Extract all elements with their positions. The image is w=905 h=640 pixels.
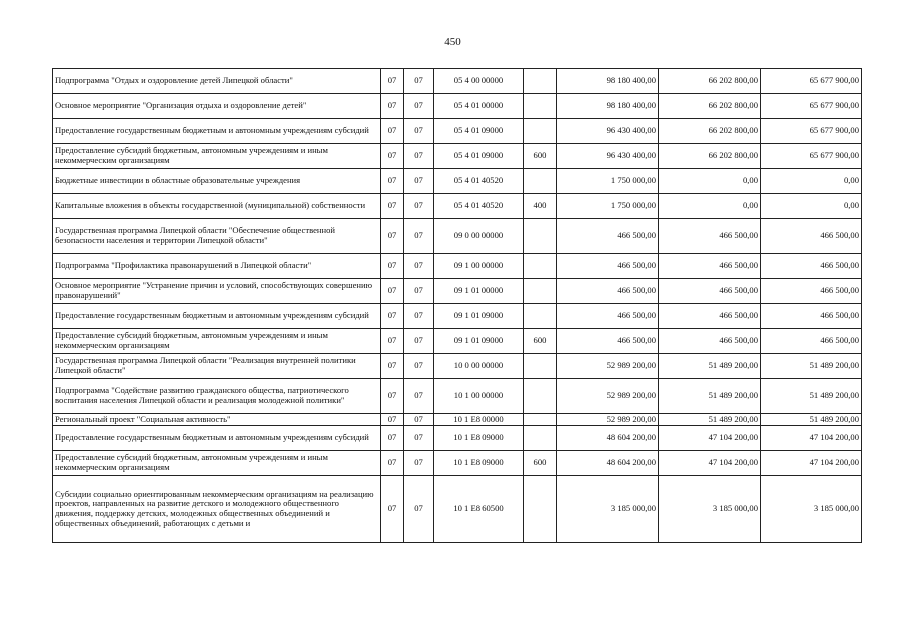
amount-year-3: 65 677 900,00 [761,94,862,119]
row-name: Основное мероприятие "Организация отдыха и оздоровление детей" [53,94,381,119]
target-article-code: 10 1 00 00000 [434,379,524,414]
amount-year-2: 66 202 800,00 [659,144,761,169]
subsection-code: 07 [404,254,434,279]
section-code: 07 [381,69,404,94]
section-code: 07 [381,451,404,476]
amount-year-3: 466 500,00 [761,219,862,254]
expense-type-code: 400 [524,194,557,219]
table-row [53,451,862,476]
row-name: Предоставление субсидий бюджетным, автономным учреждениям и иным некоммерческим организациям [53,451,381,476]
table-row [53,414,862,426]
table-row [53,329,862,354]
amount-year-2: 466 500,00 [659,304,761,329]
expense-type-code [524,94,557,119]
amount-year-3: 51 489 200,00 [761,379,862,414]
table-row [53,426,862,451]
row-name: Подпрограмма "Профилактика правонарушений в Липецкой области" [53,254,381,279]
subsection-code: 07 [404,304,434,329]
target-article-code: 10 1 E8 09000 [434,451,524,476]
target-article-code: 10 1 E8 09000 [434,426,524,451]
subsection-code: 07 [404,169,434,194]
amount-year-2: 466 500,00 [659,329,761,354]
amount-year-3: 51 489 200,00 [761,354,862,379]
section-code: 07 [381,329,404,354]
row-name: Предоставление субсидий бюджетным, автономным учреждениям и иным некоммерческим организациям [53,329,381,354]
expense-type-code [524,69,557,94]
table-row [53,94,862,119]
subsection-code: 07 [404,144,434,169]
subsection-code: 07 [404,329,434,354]
section-code: 07 [381,379,404,414]
row-name: Субсидии социально ориентированным некоммерческим организациям на реализацию проектов, направленных на развитие детского и молодежного общественного движения, поддержку детских, молодежных общественных объединений и общественных объединений, работающих с детьми и [53,476,381,543]
section-code: 07 [381,354,404,379]
table-row [53,354,862,379]
table-row [53,69,862,94]
expense-type-code [524,304,557,329]
target-article-code: 09 1 01 09000 [434,304,524,329]
target-article-code: 05 4 01 00000 [434,94,524,119]
section-code: 07 [381,194,404,219]
expense-type-code [524,476,557,543]
amount-year-2: 47 104 200,00 [659,451,761,476]
amount-year-1: 96 430 400,00 [557,119,659,144]
subsection-code: 07 [404,119,434,144]
amount-year-3: 466 500,00 [761,304,862,329]
row-name: Подпрограмма "Отдых и оздоровление детей Липецкой области" [53,69,381,94]
target-article-code: 05 4 01 09000 [434,144,524,169]
expense-type-code [524,279,557,304]
target-article-code: 05 4 00 00000 [434,69,524,94]
row-name: Бюджетные инвестиции в областные образовательные учреждения [53,169,381,194]
table-row [53,279,862,304]
expense-type-code [524,354,557,379]
row-name: Предоставление государственным бюджетным и автономным учреждениям субсидий [53,119,381,144]
expense-type-code [524,426,557,451]
section-code: 07 [381,94,404,119]
row-name: Региональный проект "Социальная активность" [53,414,381,426]
table-row [53,476,862,543]
expense-type-code: 600 [524,329,557,354]
amount-year-3: 51 489 200,00 [761,414,862,426]
expense-type-code [524,379,557,414]
amount-year-1: 52 989 200,00 [557,414,659,426]
amount-year-1: 466 500,00 [557,329,659,354]
target-article-code: 05 4 01 09000 [434,119,524,144]
subsection-code: 07 [404,414,434,426]
table-row [53,379,862,414]
expense-type-code [524,169,557,194]
subsection-code: 07 [404,426,434,451]
section-code: 07 [381,119,404,144]
expense-type-code [524,254,557,279]
target-article-code: 10 0 00 00000 [434,354,524,379]
section-code: 07 [381,476,404,543]
amount-year-3: 47 104 200,00 [761,426,862,451]
subsection-code: 07 [404,219,434,254]
amount-year-3: 466 500,00 [761,329,862,354]
amount-year-2: 0,00 [659,169,761,194]
row-name: Государственная программа Липецкой области "Реализация внутренней политики Липецкой области" [53,354,381,379]
target-article-code: 09 1 01 00000 [434,279,524,304]
section-code: 07 [381,426,404,451]
amount-year-2: 0,00 [659,194,761,219]
amount-year-1: 466 500,00 [557,254,659,279]
row-name: Подпрограмма "Содействие развитию гражданского общества, патриотического воспитания населения Липецкой области и реализация молодежной политики" [53,379,381,414]
amount-year-1: 52 989 200,00 [557,379,659,414]
row-name: Государственная программа Липецкой области "Обеспечение общественной безопасности населения и территории Липецкой области" [53,219,381,254]
table-row [53,119,862,144]
amount-year-1: 1 750 000,00 [557,194,659,219]
section-code: 07 [381,304,404,329]
amount-year-2: 466 500,00 [659,254,761,279]
target-article-code: 09 1 01 09000 [434,329,524,354]
amount-year-1: 48 604 200,00 [557,426,659,451]
row-name: Предоставление государственным бюджетным и автономным учреждениям субсидий [53,304,381,329]
amount-year-3: 0,00 [761,194,862,219]
target-article-code: 09 1 00 00000 [434,254,524,279]
section-code: 07 [381,219,404,254]
table-row [53,194,862,219]
amount-year-1: 48 604 200,00 [557,451,659,476]
subsection-code: 07 [404,354,434,379]
table-row [53,219,862,254]
amount-year-3: 0,00 [761,169,862,194]
row-name: Капитальные вложения в объекты государственной (муниципальной) собственности [53,194,381,219]
target-article-code: 10 1 E8 60500 [434,476,524,543]
amount-year-3: 47 104 200,00 [761,451,862,476]
amount-year-3: 3 185 000,00 [761,476,862,543]
subsection-code: 07 [404,379,434,414]
section-code: 07 [381,279,404,304]
amount-year-1: 98 180 400,00 [557,94,659,119]
expense-type-code: 600 [524,144,557,169]
subsection-code: 07 [404,194,434,219]
amount-year-1: 52 989 200,00 [557,354,659,379]
section-code: 07 [381,414,404,426]
amount-year-2: 66 202 800,00 [659,69,761,94]
amount-year-1: 466 500,00 [557,279,659,304]
section-code: 07 [381,169,404,194]
amount-year-3: 65 677 900,00 [761,69,862,94]
target-article-code: 10 1 E8 00000 [434,414,524,426]
row-name: Основное мероприятие "Устранение причин и условий, способствующих совершению правонарушений" [53,279,381,304]
target-article-code: 05 4 01 40520 [434,169,524,194]
subsection-code: 07 [404,279,434,304]
table-row [53,254,862,279]
amount-year-1: 466 500,00 [557,219,659,254]
amount-year-3: 65 677 900,00 [761,119,862,144]
subsection-code: 07 [404,94,434,119]
amount-year-2: 51 489 200,00 [659,354,761,379]
target-article-code: 05 4 01 40520 [434,194,524,219]
table-row [53,304,862,329]
amount-year-3: 466 500,00 [761,279,862,304]
amount-year-2: 466 500,00 [659,219,761,254]
subsection-code: 07 [404,69,434,94]
amount-year-2: 51 489 200,00 [659,379,761,414]
table-row [53,169,862,194]
amount-year-3: 65 677 900,00 [761,144,862,169]
amount-year-2: 3 185 000,00 [659,476,761,543]
amount-year-2: 66 202 800,00 [659,94,761,119]
amount-year-2: 47 104 200,00 [659,426,761,451]
section-code: 07 [381,254,404,279]
amount-year-1: 1 750 000,00 [557,169,659,194]
amount-year-2: 466 500,00 [659,279,761,304]
section-code: 07 [381,144,404,169]
amount-year-2: 66 202 800,00 [659,119,761,144]
expense-type-code: 600 [524,451,557,476]
budget-table [52,68,862,543]
amount-year-3: 466 500,00 [761,254,862,279]
page-number: 450 [444,36,461,48]
expense-type-code [524,119,557,144]
amount-year-2: 51 489 200,00 [659,414,761,426]
expense-type-code [524,219,557,254]
subsection-code: 07 [404,451,434,476]
table-row [53,144,862,169]
amount-year-1: 3 185 000,00 [557,476,659,543]
amount-year-1: 98 180 400,00 [557,69,659,94]
expense-type-code [524,414,557,426]
table-body [53,69,862,543]
subsection-code: 07 [404,476,434,543]
row-name: Предоставление субсидий бюджетным, автономным учреждениям и иным некоммерческим организациям [53,144,381,169]
amount-year-1: 466 500,00 [557,304,659,329]
row-name: Предоставление государственным бюджетным и автономным учреждениям субсидий [53,426,381,451]
target-article-code: 09 0 00 00000 [434,219,524,254]
amount-year-1: 96 430 400,00 [557,144,659,169]
